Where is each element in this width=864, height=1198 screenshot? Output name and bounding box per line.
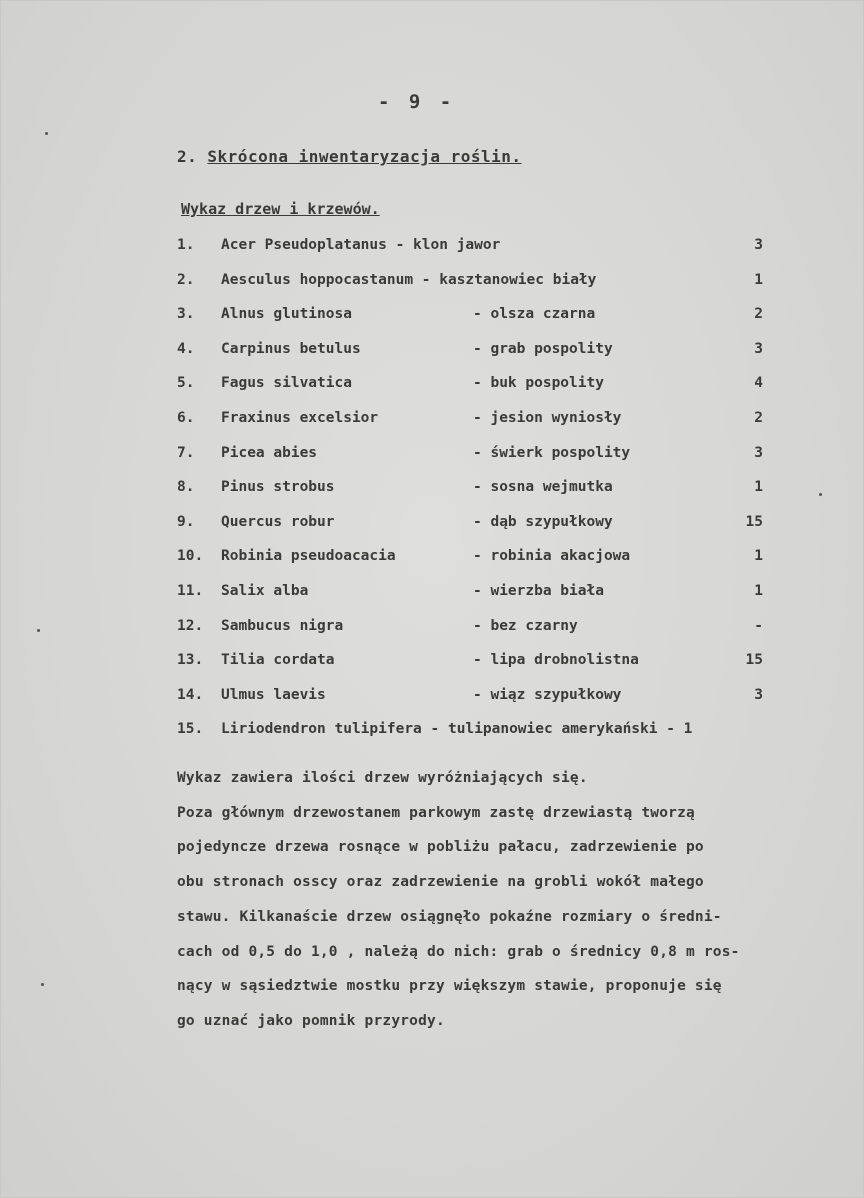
plant-latin-name: Acer Pseudoplatanus - klon jawor xyxy=(221,237,501,253)
plant-latin-name: Pinus strobus xyxy=(221,479,335,496)
plant-latin-name: Robinia pseudoacacia xyxy=(221,548,396,565)
plant-latin-name: Ulmus laevis xyxy=(221,686,326,703)
plant-latin-name: Picea abies xyxy=(221,444,318,461)
plant-polish-name: - bez czarny xyxy=(473,617,578,634)
plant-row xyxy=(177,445,797,480)
plant-count: 3 xyxy=(754,340,763,357)
paper-speck xyxy=(41,983,44,986)
plant-polish-name: - sosna wejmutka xyxy=(473,479,613,496)
plant-number: 6. xyxy=(177,409,195,426)
plant-count: 15 xyxy=(745,652,763,669)
plant-row xyxy=(177,375,797,410)
plant-count: 4 xyxy=(754,375,763,392)
plant-latin-name: Salix alba xyxy=(221,582,309,599)
plant-number: 4. xyxy=(177,340,195,357)
plant-row xyxy=(177,410,797,445)
plant-row xyxy=(177,548,797,583)
plant-latin-name: Sambucus nigra xyxy=(221,617,344,634)
section-title: Skrócona inwentaryzacja roślin. xyxy=(207,147,522,166)
paragraph-line: obu stronach osscy oraz zadrzewienie na grobli wokół małego xyxy=(177,874,704,891)
plant-latin-name: Fagus silvatica xyxy=(221,375,352,392)
plant-row xyxy=(177,272,797,307)
plant-latin-name: Aesculus hoppocastanum - kasztanowiec biały xyxy=(221,271,597,288)
plant-row xyxy=(177,618,797,653)
plant-latin-name: Quercus robur xyxy=(221,513,335,530)
plant-row xyxy=(177,687,797,722)
paper-speck xyxy=(819,493,822,496)
page-number: - 9 - xyxy=(378,91,456,113)
plant-latin-name: Carpinus betulus xyxy=(221,340,361,357)
plant-polish-name: - lipa drobnolistna xyxy=(473,652,639,669)
plant-count: 3 xyxy=(754,686,763,703)
body-paragraph xyxy=(177,761,817,1039)
paper-speck xyxy=(37,629,40,632)
section-number: 2. xyxy=(177,147,198,166)
plant-count: 1 xyxy=(754,582,763,599)
plant-number: 11. xyxy=(177,582,204,599)
plant-count: 1 xyxy=(754,271,763,288)
paragraph-line: pojedyncze drzewa rosnące w pobliżu pałacu, zadrzewienie po xyxy=(177,839,704,856)
plant-number: 2. xyxy=(177,271,195,288)
plant-count: 3 xyxy=(754,237,763,253)
paragraph-line: stawu. Kilkanaście drzew osiągnęło pokaźne rozmiary o średni- xyxy=(177,908,722,925)
section-heading xyxy=(177,147,522,166)
plant-polish-name: - grab pospolity xyxy=(473,340,613,357)
paragraph-line: nący w sąsiedztwie mostku przy większym stawie, proponuje się xyxy=(177,978,722,995)
paragraph-line: Poza głównym drzewostanem parkowym zastę drzewiastą tworzą xyxy=(177,804,695,821)
plant-polish-name: - wiąz szypułkowy xyxy=(473,686,622,703)
plant-number: 13. xyxy=(177,652,204,669)
plant-polish-name: - jesion wyniosły xyxy=(473,409,622,426)
plant-latin-name: Fraxinus excelsior xyxy=(221,409,379,426)
plant-latin-name: Alnus glutinosa xyxy=(221,306,352,323)
plant-number: 9. xyxy=(177,513,195,530)
plant-count: - xyxy=(754,617,763,634)
plant-row xyxy=(177,306,797,341)
plant-number: 15. xyxy=(177,721,204,738)
plant-number: 10. xyxy=(177,548,204,565)
plant-number: 12. xyxy=(177,617,204,634)
plant-row xyxy=(177,341,797,376)
plant-count: 15 xyxy=(745,513,763,530)
plant-row xyxy=(177,514,797,549)
plant-number: 1. xyxy=(177,237,195,253)
plant-number: 14. xyxy=(177,686,204,703)
plant-polish-name: - świerk pospolity xyxy=(473,444,631,461)
plant-row xyxy=(177,237,797,272)
plant-latin-name: Tilia cordata xyxy=(221,652,335,669)
plant-row xyxy=(177,652,797,687)
plant-polish-name: - olsza czarna xyxy=(473,306,596,323)
plant-number: 5. xyxy=(177,375,195,392)
plant-number: 8. xyxy=(177,479,195,496)
plant-number: 7. xyxy=(177,444,195,461)
plant-polish-name: - buk pospolity xyxy=(473,375,604,392)
plant-count: 2 xyxy=(754,409,763,426)
plant-latin-name: Liriodendron tulipifera - tulipanowiec amerykański - 1 xyxy=(221,721,693,738)
plant-row xyxy=(177,583,797,618)
plant-count: 2 xyxy=(754,306,763,323)
plant-count: 1 xyxy=(754,548,763,565)
plant-polish-name: - wierzba biała xyxy=(473,582,604,599)
plant-list xyxy=(177,237,797,756)
paper-speck xyxy=(45,132,48,135)
plant-polish-name: - robinia akacjowa xyxy=(473,548,631,565)
plant-row xyxy=(177,721,797,756)
plant-number: 3. xyxy=(177,306,195,323)
plant-count: 1 xyxy=(754,479,763,496)
plant-polish-name: - dąb szypułkowy xyxy=(473,513,613,530)
paragraph-line: Wykaz zawiera ilości drzew wyróżniających się. xyxy=(177,770,588,786)
paragraph-line: cach od 0,5 do 1,0 , należą do nich: grab o średnicy 0,8 m ros- xyxy=(177,943,740,960)
paragraph-line: go uznać jako pomnik przyrody. xyxy=(177,1012,445,1029)
plant-row xyxy=(177,479,797,514)
plant-count: 3 xyxy=(754,444,763,461)
list-heading: Wykaz drzew i krzewów. xyxy=(181,200,380,218)
